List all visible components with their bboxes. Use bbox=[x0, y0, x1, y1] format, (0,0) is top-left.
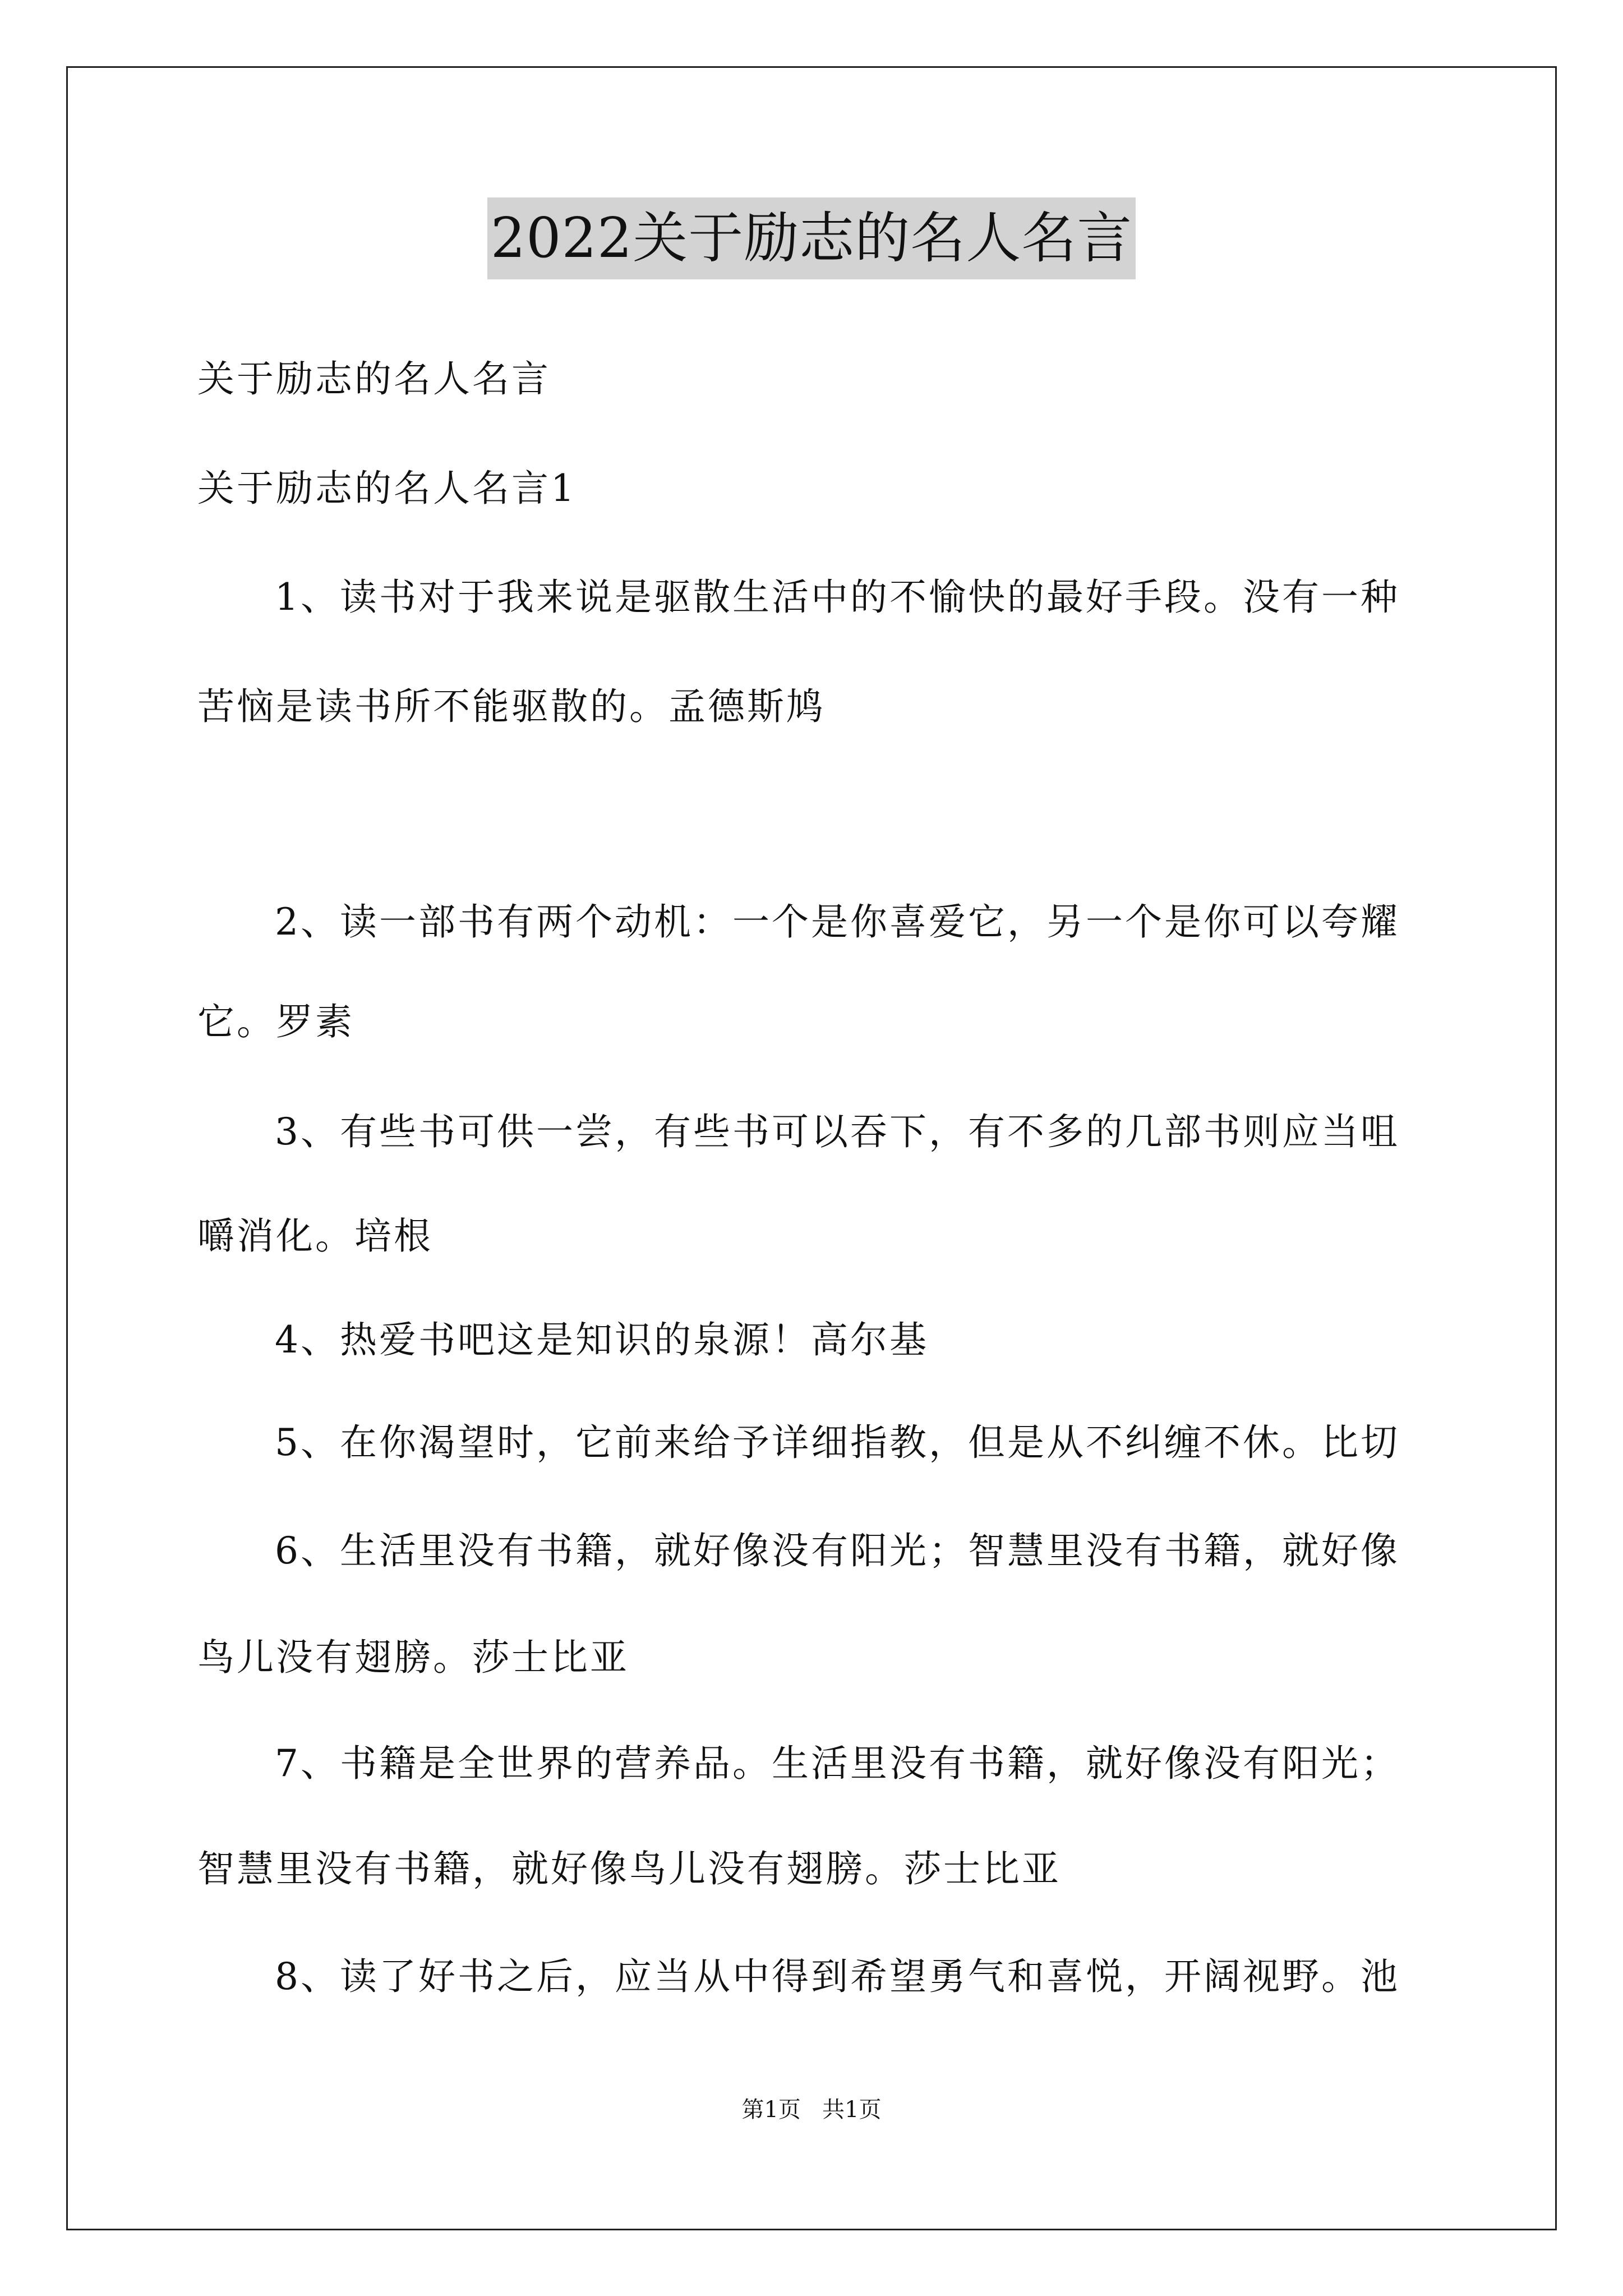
quote-line: 鸟儿没有翅膀。莎士比亚 bbox=[197, 1636, 629, 1679]
quote-line: 它。罗素 bbox=[197, 1000, 354, 1043]
quote-line: 6、生活里没有书籍，就好像没有阳光；智慧里没有书籍，就好像 bbox=[275, 1529, 1400, 1572]
quote-line: 8、读了好书之后，应当从中得到希望勇气和喜悦，开阔视野。池 bbox=[275, 1955, 1400, 1998]
quote-line: 5、在你渴望时，它前来给予详细指教，但是从不纠缠不休。比切 bbox=[275, 1421, 1400, 1464]
heading: 关于励志的名人名言 bbox=[197, 357, 551, 401]
quote-line: 3、有些书可供一尝，有些书可以吞下，有不多的几部书则应当咀 bbox=[275, 1110, 1400, 1153]
document-title: 2022关于励志的名人名言 bbox=[487, 197, 1136, 279]
quote-line: 2、读一部书有两个动机：一个是你喜爱它，另一个是你可以夸耀 bbox=[275, 900, 1400, 944]
quote-line: 苦恼是读书所不能驱散的。孟德斯鸠 bbox=[197, 685, 826, 728]
quote-line: 嚼消化。培根 bbox=[197, 1214, 433, 1258]
quote-line: 4、热爱书吧这是知识的泉源！高尔基 bbox=[275, 1318, 929, 1361]
title-container bbox=[0, 197, 1623, 279]
quote-line: 7、书籍是全世界的营养品。生活里没有书籍，就好像没有阳光； bbox=[275, 1742, 1400, 1785]
quote-line: 智慧里没有书籍，就好像鸟儿没有翅膀。莎士比亚 bbox=[197, 1847, 1061, 1890]
subheading: 关于励志的名人名言1 bbox=[197, 467, 577, 510]
page-footer: 第1页 共1页 bbox=[741, 2097, 882, 2123]
quote-line: 1、读书对于我来说是驱散生活中的不愉快的最好手段。没有一种 bbox=[275, 576, 1400, 619]
